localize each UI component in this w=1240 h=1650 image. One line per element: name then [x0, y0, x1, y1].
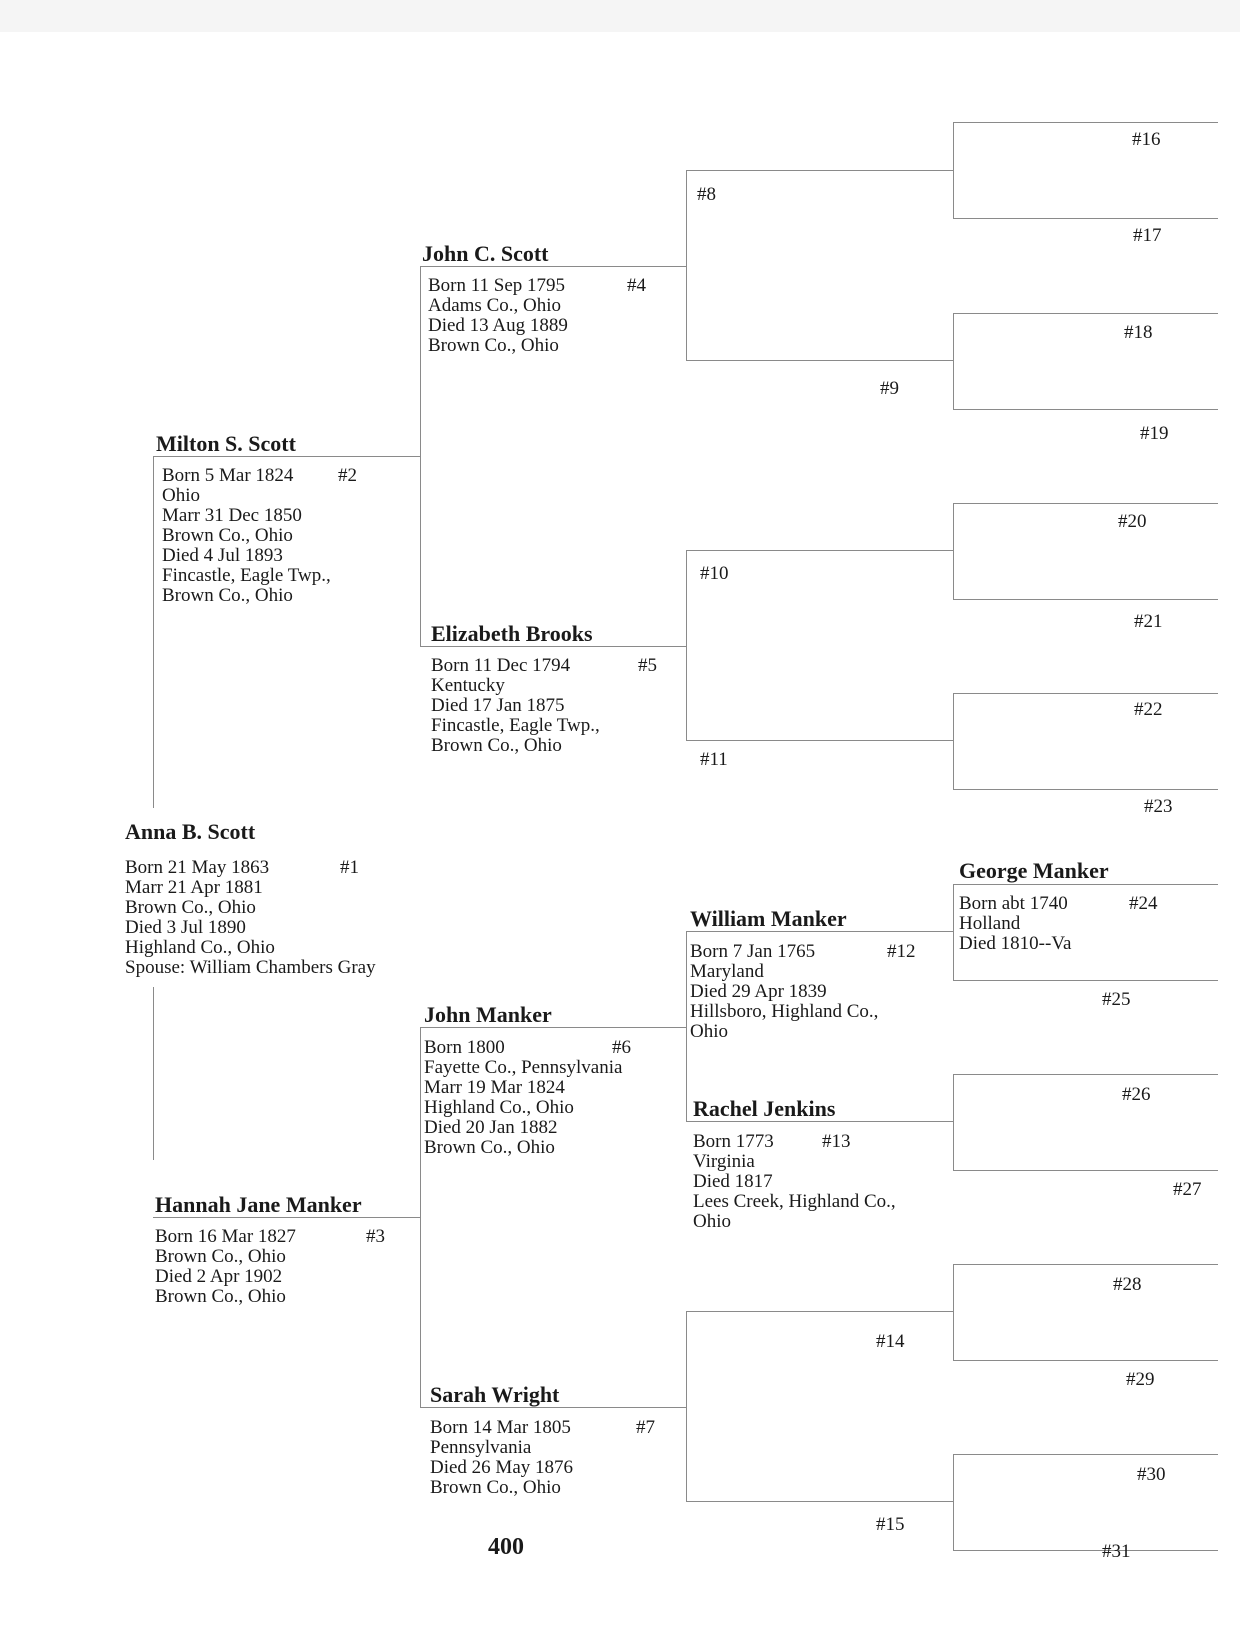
connector-line: [153, 987, 154, 1160]
person-24-number: #24: [1129, 893, 1158, 914]
person-4-name: John C. Scott: [422, 241, 549, 266]
page-number: 400: [488, 1534, 524, 1560]
person-4-line: Brown Co., Ohio: [428, 335, 559, 356]
connector-line: [153, 456, 154, 808]
pedigree-chart-page: [0, 32, 1240, 1650]
person-7-line: Brown Co., Ohio: [430, 1477, 561, 1498]
person-5-line: Brown Co., Ohio: [431, 735, 562, 756]
person-6-line: Marr 19 Mar 1824: [424, 1077, 565, 1098]
person-2-details: [162, 466, 331, 606]
connector-line: [686, 1311, 687, 1501]
person-7-line: Pennsylvania: [430, 1437, 532, 1458]
slot-17-number: #17: [1133, 225, 1162, 246]
person-3-line: Born 16 Mar 1827: [155, 1226, 296, 1247]
person-6-number: #6: [612, 1037, 631, 1058]
connector-line: [953, 218, 1218, 219]
person-2-line: Died 4 Jul 1893: [162, 545, 283, 566]
person-12-line: Died 29 Apr 1839: [690, 981, 827, 1002]
connector-line: [953, 1264, 1218, 1265]
person-12-line: Born 7 Jan 1765: [690, 941, 816, 962]
connector-line: [153, 456, 420, 457]
person-4-number: #4: [627, 275, 646, 296]
connector-line: [953, 122, 954, 218]
person-1-line: Highland Co., Ohio: [125, 937, 275, 958]
person-5-number: #5: [638, 655, 657, 676]
connector-line: [953, 1454, 1218, 1455]
person-4-line: Born 11 Sep 1795: [428, 275, 566, 296]
connector-line: [953, 1360, 1218, 1361]
connector-line: [686, 1121, 953, 1122]
slot-19-number: #19: [1140, 423, 1169, 444]
person-2-name: Milton S. Scott: [156, 431, 296, 456]
person-1-name: Anna B. Scott: [125, 819, 256, 844]
person-24-line: Died 1810--Va: [959, 933, 1072, 954]
person-7-line: Died 26 May 1876: [430, 1457, 574, 1478]
slot-26-number: #26: [1122, 1084, 1151, 1105]
person-4-details: [428, 276, 568, 356]
connector-line: [686, 550, 687, 740]
connector-line: [420, 266, 421, 646]
person-12-name: William Manker: [690, 906, 847, 931]
person-13-name: Rachel Jenkins: [693, 1096, 836, 1121]
slot-22-number: #22: [1134, 699, 1163, 720]
slot-25-number: #25: [1102, 989, 1131, 1010]
person-5-details: [431, 656, 600, 756]
connector-line: [953, 1074, 1218, 1075]
connector-line: [686, 1501, 953, 1502]
slot-30-number: #30: [1137, 1464, 1166, 1485]
person-5-line: Died 17 Jan 1875: [431, 695, 565, 716]
connector-line: [953, 313, 1218, 314]
person-7-number: #7: [636, 1417, 655, 1438]
person-3-details: [155, 1227, 296, 1307]
connector-line: [420, 266, 686, 267]
person-2-line: Fincastle, Eagle Twp.,: [162, 565, 331, 586]
connector-line: [953, 1170, 1218, 1171]
slot-8-number: #8: [697, 184, 716, 205]
person-24-details: [959, 894, 1071, 954]
slot-28-number: #28: [1113, 1274, 1142, 1295]
person-6-line: Brown Co., Ohio: [424, 1137, 555, 1158]
connector-line: [953, 693, 954, 789]
person-24-line: Holland: [959, 913, 1021, 934]
slot-9-number: #9: [880, 378, 899, 399]
slot-11-number: #11: [700, 749, 728, 770]
person-13-details: [693, 1132, 896, 1232]
person-1-line: Spouse: William Chambers Gray: [125, 957, 376, 978]
connector-line: [420, 1027, 421, 1407]
slot-29-number: #29: [1126, 1369, 1155, 1390]
connector-line: [686, 550, 953, 551]
connector-line: [953, 1454, 954, 1550]
person-12-line: Maryland: [690, 961, 764, 982]
slot-10-number: #10: [700, 563, 729, 584]
person-13-number: #13: [822, 1131, 851, 1152]
connector-line: [420, 646, 686, 647]
slot-23-number: #23: [1144, 796, 1173, 817]
person-6-name: John Manker: [424, 1002, 552, 1027]
person-13-line: Born 1773: [693, 1131, 774, 1152]
person-2-line: Brown Co., Ohio: [162, 585, 293, 606]
person-7-details: [430, 1418, 573, 1498]
connector-line: [953, 503, 954, 599]
person-6-line: Fayette Co., Pennsylvania: [424, 1057, 623, 1078]
slot-18-number: #18: [1124, 322, 1153, 343]
person-1-line: Marr 21 Apr 1881: [125, 877, 263, 898]
person-1-details: [125, 858, 376, 978]
person-13-line: Ohio: [693, 1211, 731, 1232]
connector-line: [686, 740, 953, 741]
connector-line: [953, 884, 954, 980]
connector-line: [953, 1264, 954, 1360]
person-4-line: Died 13 Aug 1889: [428, 315, 568, 336]
person-13-line: Lees Creek, Highland Co.,: [693, 1191, 896, 1212]
slot-20-number: #20: [1118, 511, 1147, 532]
connector-line: [686, 1311, 953, 1312]
person-5-line: Fincastle, Eagle Twp.,: [431, 715, 600, 736]
connector-line: [953, 313, 954, 409]
person-3-line: Brown Co., Ohio: [155, 1246, 286, 1267]
connector-line: [686, 931, 953, 932]
connector-line: [953, 409, 1218, 410]
person-12-number: #12: [887, 941, 916, 962]
person-12-line: Hillsboro, Highland Co.,: [690, 1001, 879, 1022]
person-1-line: Born 21 May 1863: [125, 857, 270, 878]
person-3-line: Died 2 Apr 1902: [155, 1266, 283, 1287]
person-12-line: Ohio: [690, 1021, 728, 1042]
connector-line: [420, 1407, 686, 1408]
person-6-details: [424, 1038, 622, 1158]
person-5-line: Born 11 Dec 1794: [431, 655, 571, 676]
connector-line: [953, 503, 1218, 504]
person-1-line: Brown Co., Ohio: [125, 897, 256, 918]
person-6-line: Died 20 Jan 1882: [424, 1117, 558, 1138]
connector-line: [686, 170, 953, 171]
person-24-line: Born abt 1740: [959, 893, 1068, 914]
slot-16-number: #16: [1132, 129, 1161, 150]
person-12-details: [690, 942, 878, 1042]
person-7-name: Sarah Wright: [430, 1382, 560, 1407]
connector-line: [953, 789, 1218, 790]
connector-line: [686, 170, 687, 360]
person-1-number: #1: [340, 857, 359, 878]
person-2-line: Born 5 Mar 1824: [162, 465, 294, 486]
connector-line: [953, 884, 1218, 885]
slot-21-number: #21: [1134, 611, 1163, 632]
person-13-line: Died 1817: [693, 1171, 773, 1192]
connector-line: [153, 1217, 420, 1218]
person-3-name: Hannah Jane Manker: [155, 1192, 362, 1217]
connector-line: [420, 1027, 686, 1028]
person-3-number: #3: [366, 1226, 385, 1247]
slot-15-number: #15: [876, 1514, 905, 1535]
connector-line: [953, 1550, 1218, 1551]
connector-line: [953, 980, 1218, 981]
connector-line: [953, 122, 1218, 123]
connector-line: [953, 1074, 954, 1170]
slot-31-number: #31: [1102, 1541, 1131, 1562]
person-7-line: Born 14 Mar 1805: [430, 1417, 571, 1438]
person-24-name: George Manker: [959, 858, 1109, 883]
slot-14-number: #14: [876, 1331, 905, 1352]
connector-line: [953, 599, 1218, 600]
person-6-line: Born 1800: [424, 1037, 505, 1058]
slot-27-number: #27: [1173, 1179, 1202, 1200]
connector-line: [686, 931, 687, 1121]
person-2-number: #2: [338, 465, 357, 486]
person-4-line: Adams Co., Ohio: [428, 295, 561, 316]
person-3-line: Brown Co., Ohio: [155, 1286, 286, 1307]
person-5-name: Elizabeth Brooks: [431, 621, 593, 646]
person-6-line: Highland Co., Ohio: [424, 1097, 574, 1118]
person-1-line: Died 3 Jul 1890: [125, 917, 246, 938]
person-2-line: Brown Co., Ohio: [162, 525, 293, 546]
person-2-line: Ohio: [162, 485, 200, 506]
person-2-line: Marr 31 Dec 1850: [162, 505, 302, 526]
connector-line: [953, 693, 1218, 694]
person-5-line: Kentucky: [431, 675, 505, 696]
connector-line: [686, 360, 953, 361]
person-13-line: Virginia: [693, 1151, 755, 1172]
